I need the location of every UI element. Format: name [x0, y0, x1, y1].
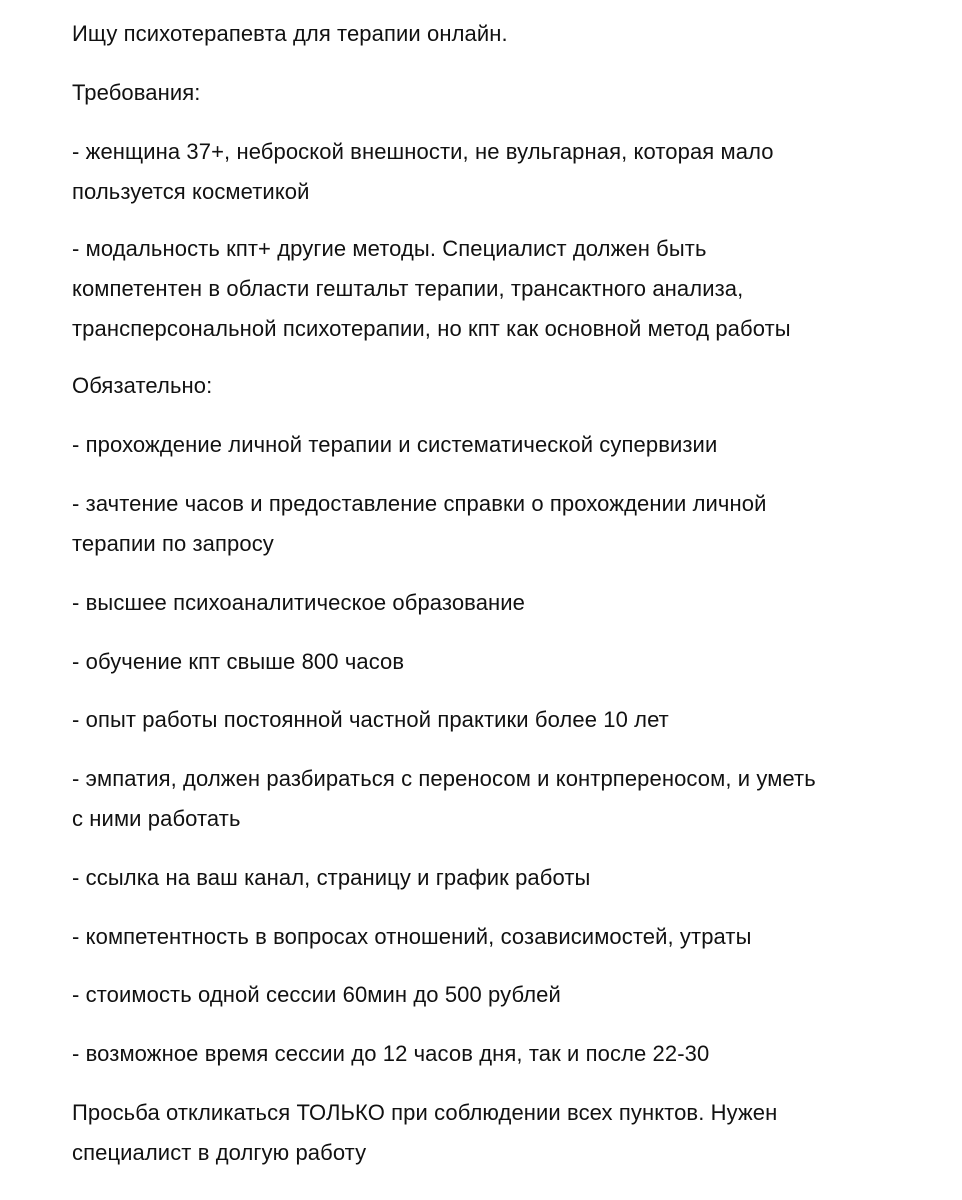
text-line: - женщина 37+, неброской внешности, не вульгарная, которая мало — [72, 139, 774, 164]
mandatory-item — [72, 917, 751, 957]
text-line: Требования: — [72, 80, 201, 105]
text-line: - модальность кпт+ другие методы. Специалист должен быть — [72, 236, 707, 261]
text-line: специалист в долгую работу — [72, 1140, 367, 1165]
text-line: терапии по запросу — [72, 531, 274, 556]
text-line: компетентен в области гештальт терапии, трансактного анализа, — [72, 276, 744, 301]
mandatory-item — [72, 425, 717, 465]
requirement-item — [72, 229, 791, 349]
text-line: - зачтение часов и предоставление справки о прохождении личной — [72, 491, 767, 516]
text-line: - обучение кпт свыше 800 часов — [72, 649, 405, 674]
text-line: - стоимость одной сессии 60мин до 500 рублей — [72, 982, 561, 1007]
text-line: - опыт работы постоянной частной практики более 10 лет — [72, 707, 669, 732]
requirements-heading — [72, 73, 201, 113]
mandatory-item — [72, 759, 816, 839]
mandatory-item — [72, 975, 561, 1015]
mandatory-item — [72, 484, 766, 564]
text-line: - высшее психоаналитическое образование — [72, 590, 526, 615]
text-line: - компетентность в вопросах отношений, созависимостей, утраты — [72, 924, 752, 949]
text-line: - возможное время сессии до 12 часов дня, так и после 22-30 — [72, 1041, 710, 1066]
mandatory-heading — [72, 366, 212, 406]
text-line: Обязательно: — [72, 373, 213, 398]
text-line: - ссылка на ваш канал, страницу и график работы — [72, 865, 591, 890]
requirement-item — [72, 132, 774, 212]
mandatory-item — [72, 642, 404, 682]
text-line: - прохождение личной терапии и систематической супервизии — [72, 432, 718, 457]
text-line: Ищу психотерапевта для терапии онлайн. — [72, 21, 508, 46]
closing-note — [72, 1093, 777, 1173]
text-line: с ними работать — [72, 806, 241, 831]
text-line: - эмпатия, должен разбираться с переносом и контрпереносом, и уметь — [72, 766, 816, 791]
mandatory-item — [72, 700, 669, 740]
mandatory-item — [72, 1034, 709, 1074]
document-title — [72, 14, 508, 54]
mandatory-item — [72, 583, 525, 623]
text-line: пользуется косметикой — [72, 179, 310, 204]
mandatory-item — [72, 858, 590, 898]
text-line: трансперсональной психотерапии, но кпт как основной метод работы — [72, 316, 791, 341]
text-line: Просьба откликаться ТОЛЬКО при соблюдении всех пунктов. Нужен — [72, 1100, 778, 1125]
